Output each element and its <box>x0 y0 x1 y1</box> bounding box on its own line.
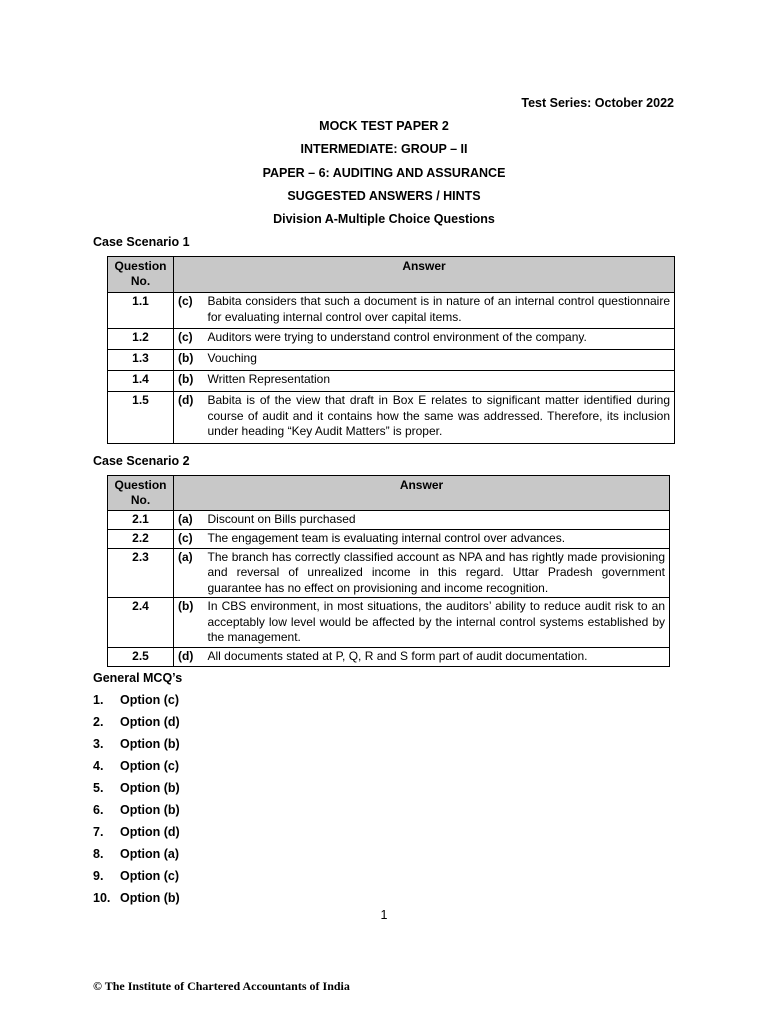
mcq-answer: Option (b) <box>120 891 180 905</box>
answer-text: Vouching <box>204 350 675 371</box>
mcq-number: 5. <box>93 781 104 795</box>
case-scenario-2-label: Case Scenario 2 <box>93 454 190 468</box>
table-row <box>108 530 670 549</box>
answer-option: (c) <box>174 293 204 329</box>
answer-text: Babita considers that such a document is in nature of an internal control questionnaire for evaluating internal control over capital items. <box>204 293 675 329</box>
answer-text: The engagement team is evaluating internal control over advances. <box>204 530 670 549</box>
question-number: 1.5 <box>108 392 174 444</box>
answer-header: Answer <box>174 476 670 511</box>
question-number: 1.2 <box>108 329 174 350</box>
paper-title: PAPER – 6: AUDITING AND ASSURANCE <box>262 166 506 180</box>
question-no-header: Question No. <box>108 257 174 293</box>
case-1-answer-table <box>107 256 675 444</box>
division-title: Division A-Multiple Choice Questions <box>273 212 495 226</box>
list-item <box>93 736 182 758</box>
answer-text: All documents stated at P, Q, R and S form part of audit documentation. <box>204 647 670 666</box>
general-mcq-title: General MCQ’s <box>93 671 183 685</box>
answer-option: (d) <box>174 392 204 444</box>
mcq-answer: Option (c) <box>120 759 180 773</box>
table-row <box>108 371 675 392</box>
group-title: INTERMEDIATE: GROUP – II <box>300 142 468 156</box>
answer-option: (b) <box>174 598 204 648</box>
mcq-answer: Option (c) <box>120 693 180 707</box>
question-number: 2.5 <box>108 647 174 666</box>
list-item <box>93 780 182 802</box>
mock-test-title: MOCK TEST PAPER 2 <box>319 119 449 133</box>
mcq-number: 6. <box>93 803 104 817</box>
question-number: 1.4 <box>108 371 174 392</box>
mcq-number: 7. <box>93 825 104 839</box>
answer-text: Discount on Bills purchased <box>204 511 670 530</box>
answers-subtitle: SUGGESTED ANSWERS / HINTS <box>287 189 481 203</box>
mcq-number: 1. <box>93 693 104 707</box>
answer-text: In CBS environment, in most situations, the auditors’ ability to reduce audit risk to an acceptably low level would be affected by the internal control systems established by the management. <box>204 598 670 648</box>
answer-text: Babita is of the view that draft in Box E relates to significant matter identified during course of audit and it contains how the same was addressed. Therefore, its inclusion under heading “Key Audit Matters” is proper. <box>204 392 675 444</box>
question-number: 2.1 <box>108 511 174 530</box>
question-no-header: Question No. <box>108 476 174 511</box>
mcq-answer: Option (b) <box>120 803 180 817</box>
answer-option: (b) <box>174 371 204 392</box>
table-row <box>108 548 670 598</box>
question-number: 1.1 <box>108 293 174 329</box>
list-item <box>93 758 182 780</box>
answer-text: The branch has correctly classified account as NPA and has rightly made provisioning and reversal of unrealized income in this regard. Uttar Pradesh government guarantee has no effect on provisioning and income recognition. <box>204 548 670 598</box>
table-row <box>108 329 675 350</box>
test-series-label: Test Series: October 2022 <box>521 96 674 110</box>
mcq-number: 2. <box>93 715 104 729</box>
mcq-answer: Option (d) <box>120 715 180 729</box>
mcq-number: 9. <box>93 869 104 883</box>
answer-option: (a) <box>174 511 204 530</box>
mcq-number: 3. <box>93 737 104 751</box>
answer-text: Written Representation <box>204 371 675 392</box>
case-scenario-1-label: Case Scenario 1 <box>93 235 190 249</box>
mcq-answer: Option (c) <box>120 869 180 883</box>
answer-text: Auditors were trying to understand control environment of the company. <box>204 329 675 350</box>
list-item <box>93 846 182 868</box>
answer-option: (c) <box>174 329 204 350</box>
mcq-number: 10. <box>93 891 111 905</box>
list-item <box>93 868 182 890</box>
table-row <box>108 598 670 648</box>
answer-option: (a) <box>174 548 204 598</box>
list-item <box>93 714 182 736</box>
page-number: 1 <box>380 908 388 922</box>
general-mcq-section <box>93 670 182 912</box>
table-row <box>108 350 675 371</box>
mcq-number: 8. <box>93 847 104 861</box>
mcq-answer: Option (d) <box>120 825 180 839</box>
copyright-footer: © The Institute of Chartered Accountants of India <box>93 979 350 993</box>
mcq-answer: Option (a) <box>120 847 180 861</box>
list-item <box>93 802 182 824</box>
question-number: 2.4 <box>108 598 174 648</box>
table-row <box>108 511 670 530</box>
question-number: 2.3 <box>108 548 174 598</box>
question-number: 2.2 <box>108 530 174 549</box>
answer-header: Answer <box>174 257 675 293</box>
table-row <box>108 392 675 444</box>
table-row <box>108 647 670 666</box>
answer-option: (b) <box>174 350 204 371</box>
answer-option: (d) <box>174 647 204 666</box>
mcq-answer: Option (b) <box>120 781 180 795</box>
mcq-number: 4. <box>93 759 104 773</box>
list-item <box>93 824 182 846</box>
answer-option: (c) <box>174 530 204 549</box>
case-2-answer-table <box>107 475 670 667</box>
table-row <box>108 293 675 329</box>
list-item <box>93 692 182 714</box>
question-number: 1.3 <box>108 350 174 371</box>
mcq-answer: Option (b) <box>120 737 180 751</box>
